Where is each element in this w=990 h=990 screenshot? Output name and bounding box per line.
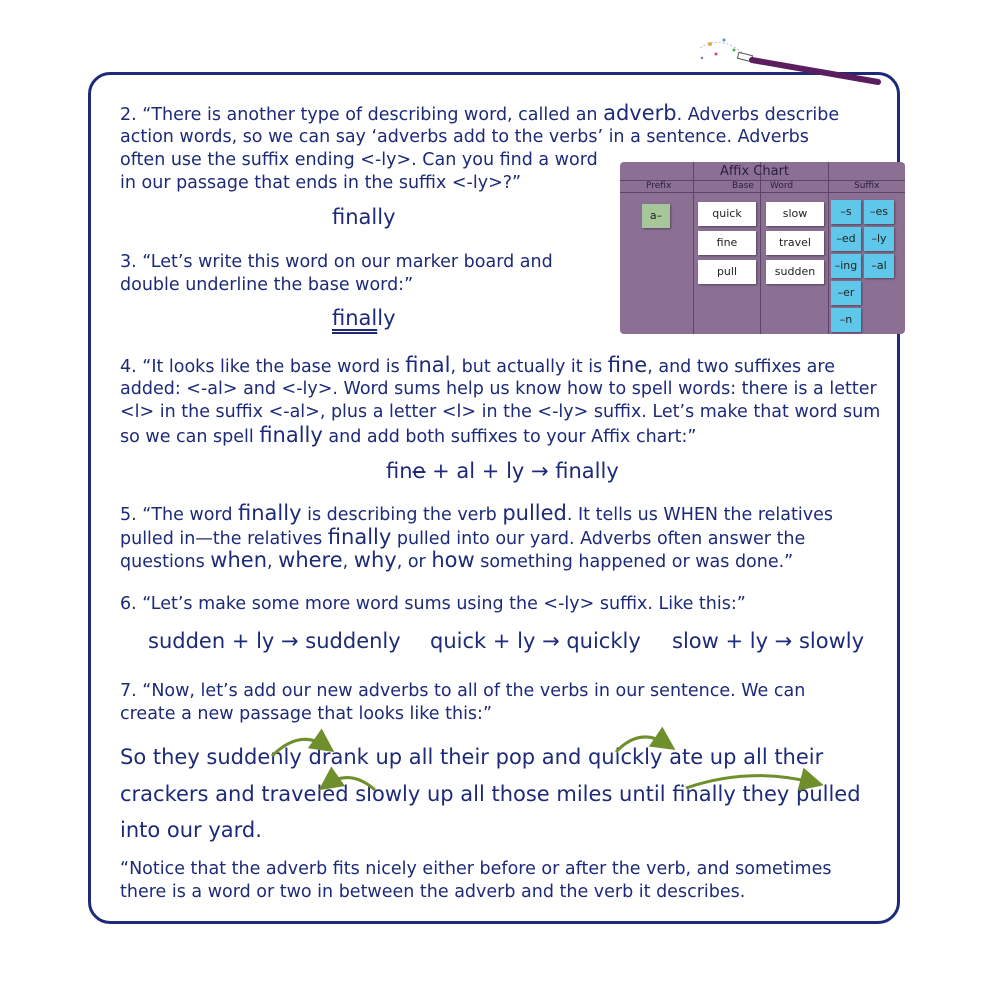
base-card[interactable]: travel <box>766 231 824 255</box>
p3-line2: double underline the base word:” <box>120 275 414 295</box>
passage-line3: into our yard. <box>120 818 262 842</box>
suffix-card[interactable]: –n <box>831 308 861 332</box>
p5-line3: questions when, where, why, or how something happened or was done.” <box>120 548 794 572</box>
note-line1: “Notice that the adverb fits nicely either before or after the verb, and sometimes <box>120 859 832 879</box>
base-card[interactable]: quick <box>698 202 756 226</box>
suffix-card[interactable]: –s <box>831 200 861 224</box>
prefix-card[interactable]: a– <box>642 204 670 228</box>
p4-line1: 4. “It looks like the base word is final, but actually it is fine, and two suffixes are <box>120 353 835 377</box>
suffix-card[interactable]: –ly <box>864 227 894 251</box>
suffix-card[interactable]: –al <box>864 254 894 278</box>
suffix-card[interactable]: –er <box>831 281 861 305</box>
note-line2: there is a word or two in between the adverb and the verb it describes. <box>120 882 746 902</box>
p6-line1: 6. “Let’s make some more word sums using the <-ly> suffix. Like this:” <box>120 594 746 614</box>
suffix-card[interactable]: –ing <box>831 254 861 278</box>
word-sum-slowly: slow + ly → slowly <box>672 629 865 653</box>
suffix-card[interactable]: –ed <box>831 227 861 251</box>
word-sum-quickly: quick + ly → quickly <box>430 629 641 653</box>
prefix-header: Prefix <box>646 181 672 191</box>
p4-line3: <l> in the suffix <-al>, plus a letter <l> in the <-ly> suffix. Let’s make that word sum <box>120 402 881 422</box>
base-card[interactable]: sudden <box>766 260 824 284</box>
p2-line1: 2. “There is another type of describing word, called an adverb. Adverbs describe <box>120 101 840 125</box>
p7-line2: create a new passage that looks like this:” <box>120 704 493 724</box>
affix-chart <box>620 162 905 334</box>
word-sum-suddenly: sudden + ly → suddenly <box>148 629 401 653</box>
passage-line2: crackers and traveled slowly up all those miles until finally they pulled <box>120 782 861 806</box>
word-sum-finally: fine + al + ly → finally <box>386 459 619 483</box>
p3-answer: finally <box>332 306 396 330</box>
p7-line1: 7. “Now, let’s add our new adverbs to all of the verbs in our sentence. We can <box>120 681 806 701</box>
base-header: Base <box>732 181 754 191</box>
p2-answer: finally <box>332 205 396 229</box>
p3-line1: 3. “Let’s write this word on our marker board and <box>120 252 553 272</box>
p5-line1: 5. “The word finally is describing the verb pulled. It tells us WHEN the relatives <box>120 501 833 525</box>
base-card[interactable]: slow <box>766 202 824 226</box>
p5-line2: pulled in—the relatives finally pulled into our yard. Adverbs often answer the <box>120 525 806 549</box>
suffix-card[interactable]: –es <box>864 200 894 224</box>
p2-line3: often use the suffix ending <-ly>. Can you find a word <box>120 150 598 170</box>
base-card[interactable]: fine <box>698 231 756 255</box>
p4-line4: so we can spell finally and add both suffixes to your Affix chart:” <box>120 423 697 447</box>
magic-wand-icon <box>690 30 890 90</box>
p2-line4: in our passage that ends in the suffix <-ly>?” <box>120 173 522 193</box>
p2-line2: action words, so we can say ‘adverbs add to the verbs’ in a sentence. Adverbs <box>120 127 809 147</box>
word-header: Word <box>770 181 794 191</box>
affix-chart-title: Affix Chart <box>720 164 790 179</box>
p4-line2: added: <-al> and <-ly>. Word sums help us know how to spell words: there is a letter <box>120 379 877 399</box>
base-card[interactable]: pull <box>698 260 756 284</box>
passage-line1: So they suddenly drank up all their pop and quickly ate up all their <box>120 745 824 769</box>
suffix-header: Suffix <box>854 181 880 191</box>
